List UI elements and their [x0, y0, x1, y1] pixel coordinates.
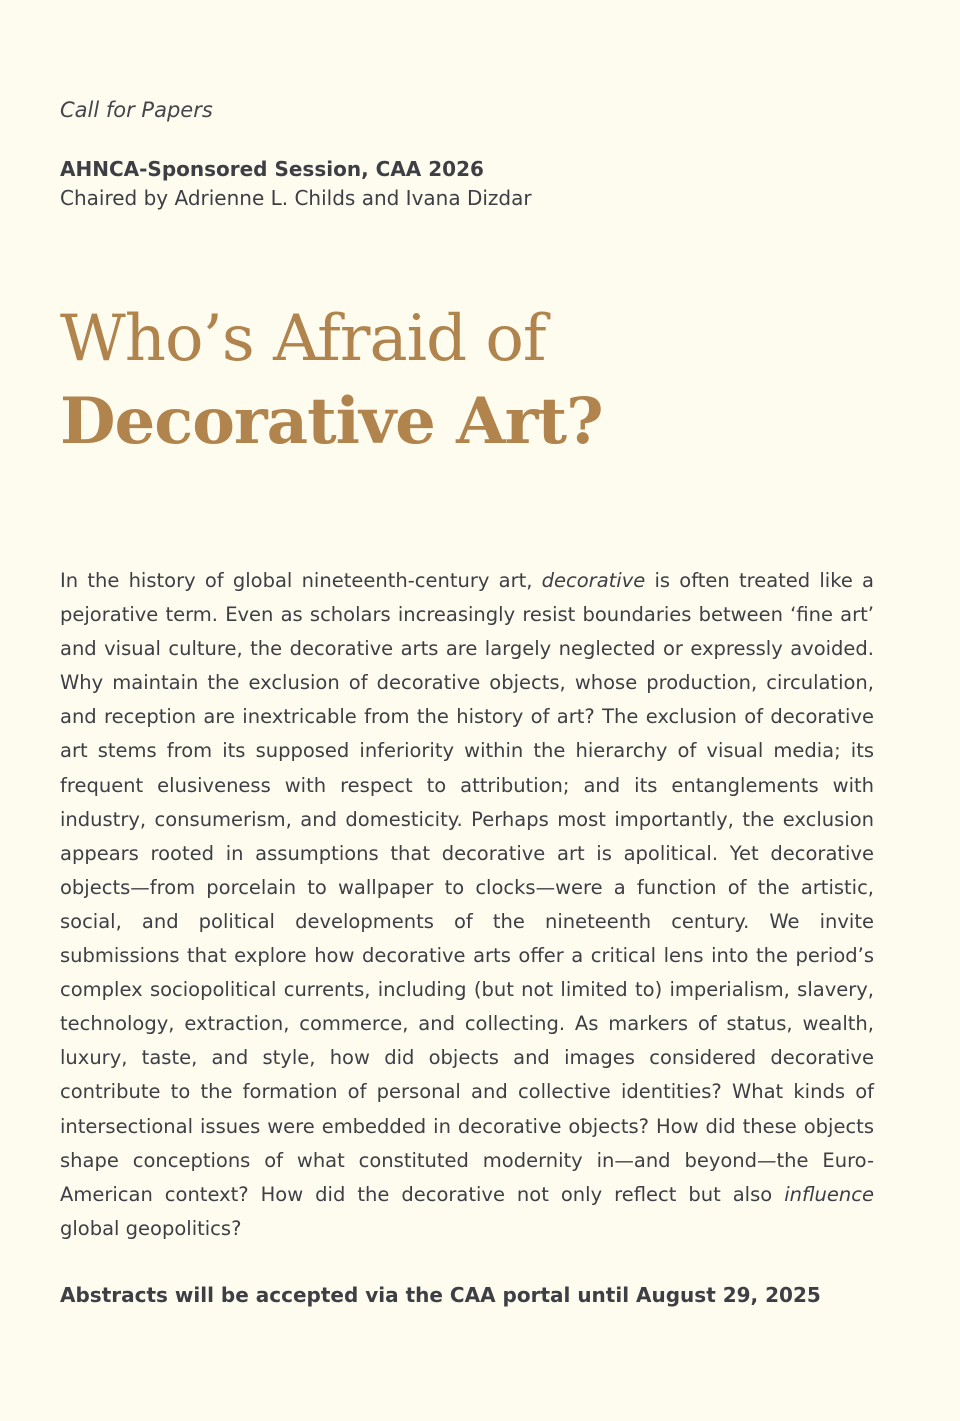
body-text-part-3: global geopolitics?	[60, 1216, 242, 1240]
body-emphasis-influence: influence	[784, 1182, 874, 1206]
headline-line-2: Decorative Art?	[60, 384, 603, 459]
body-emphasis-decorative: decorative	[541, 569, 646, 592]
body-text-part-1: In the history of global nineteenth-century art,	[60, 569, 542, 592]
session-chairs: Chaired by Adrienne L. Childs and Ivana Dizdar	[60, 186, 532, 210]
session-title: AHNCA-Sponsored Session, CAA 2026	[60, 157, 484, 181]
headline-line-1: Who’s Afraid of	[60, 302, 546, 376]
call-for-papers-label: Call for Papers	[60, 98, 213, 122]
body-text-part-2: is often treated like a pejorative term. Even as scholars increasingly resist boundaries between ‘fine art’ and visual culture, the decorative arts are largely neglected or expressly avoided. Why maintain the exclusion of decorative objects, whose production, circulation, and reception are inextricable from the history of art? The exclusion of decorative art stems from its supposed inferiority within the hierarchy of visual media; its frequent elusiveness with respect to attribution; and its entanglements with industry, consumerism, and domesticity. Perhaps most importantly, the exclusion appears rooted in assumptions that decorative art is apolitical. Yet decorative objects—from porcelain to wallpaper to clocks—were a function of the artistic, social, and political developments of the nineteenth century. We invite submissions that explore how decorative arts offer a critical lens into the period’s complex sociopolitical currents, including (but not limited to) imperialism, slavery, technology, extraction, commerce, and collecting. As markers of status, wealth, luxury, taste, and style, how did objects and images considered decorative contribute to the formation of personal and collective identities? What kinds of intersectional issues were embedded in decorative objects? How did these objects shape conceptions of what constituted modernity in—and beyond—the Euro-American context? How did the decorative not only reflect but also	[60, 569, 874, 1206]
body-paragraph	[60, 564, 874, 1246]
deadline-notice: Abstracts will be accepted via the CAA portal until August 29, 2025	[60, 1283, 821, 1307]
headline	[60, 296, 603, 462]
session-info	[60, 155, 532, 213]
